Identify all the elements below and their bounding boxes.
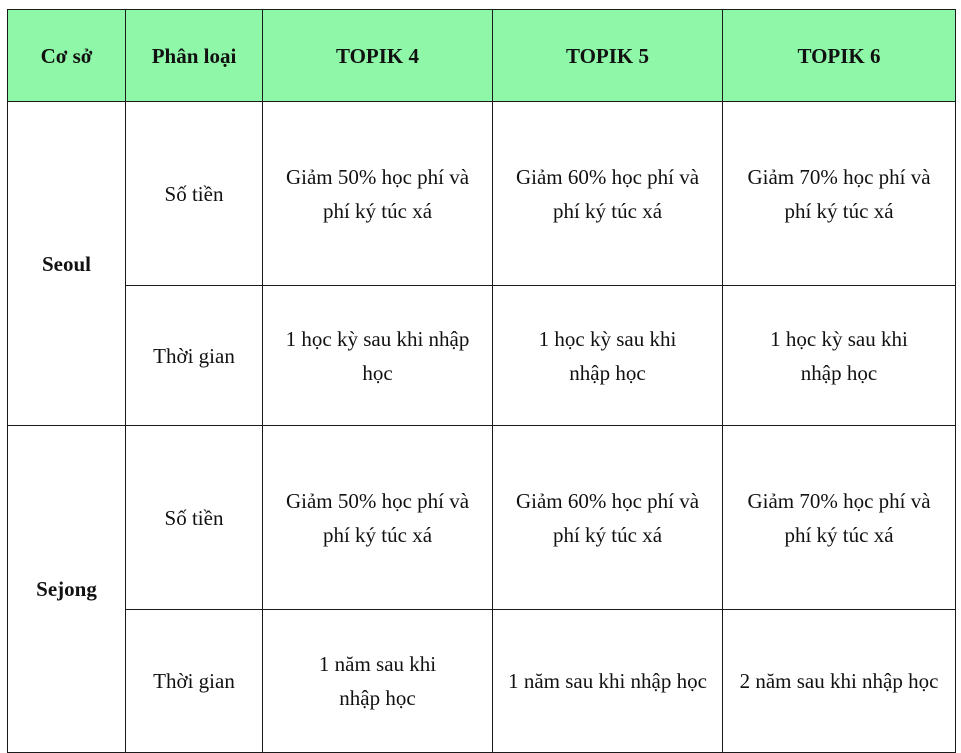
category-cell: Số tiền: [126, 426, 263, 610]
table-row: [8, 610, 956, 753]
table-cell: 1 năm sau khi nhập học: [263, 610, 493, 753]
category-cell: Số tiền: [126, 102, 263, 286]
table-cell: 1 năm sau khi nhập học: [493, 610, 723, 753]
header-row: [8, 10, 956, 102]
table-row: [8, 286, 956, 426]
table-cell: 1 học kỳ sau khi nhập học: [493, 286, 723, 426]
campus-sejong: Sejong: [8, 426, 126, 753]
campus-seoul: Seoul: [8, 102, 126, 426]
header-campus: Cơ sở: [8, 10, 126, 102]
category-cell: Thời gian: [126, 610, 263, 753]
table-cell: Giảm 70% học phí và phí ký túc xá: [723, 102, 956, 286]
header-topik-4: TOPIK 4: [263, 10, 493, 102]
table-row: [8, 102, 956, 286]
header-topik-5: TOPIK 5: [493, 10, 723, 102]
table-cell: Giảm 70% học phí và phí ký túc xá: [723, 426, 956, 610]
category-cell: Thời gian: [126, 286, 263, 426]
table-row: [8, 426, 956, 610]
scholarship-table: [7, 9, 956, 753]
table-cell: Giảm 60% học phí và phí ký túc xá: [493, 102, 723, 286]
table-cell: 2 năm sau khi nhập học: [723, 610, 956, 753]
header-category: Phân loại: [126, 10, 263, 102]
header-topik-6: TOPIK 6: [723, 10, 956, 102]
table-cell: Giảm 50% học phí và phí ký túc xá: [263, 426, 493, 610]
table-cell: Giảm 60% học phí và phí ký túc xá: [493, 426, 723, 610]
table-cell: 1 học kỳ sau khi nhập học: [263, 286, 493, 426]
table-cell: Giảm 50% học phí và phí ký túc xá: [263, 102, 493, 286]
table-cell: 1 học kỳ sau khi nhập học: [723, 286, 956, 426]
